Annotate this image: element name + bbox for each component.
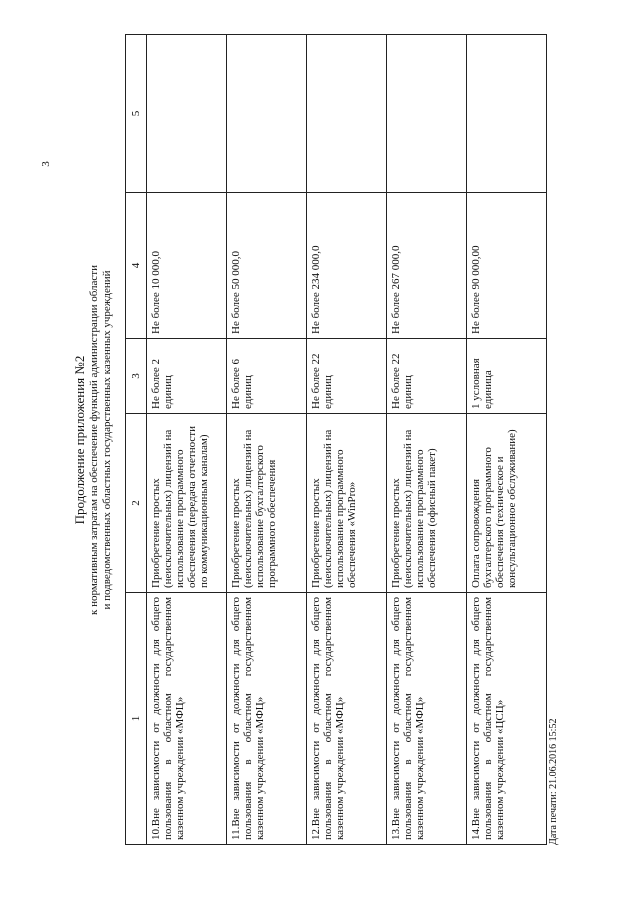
print-date: Дата печати: 21.06.2016 15:52 (548, 718, 559, 845)
table-row (387, 35, 467, 845)
table-row (147, 35, 227, 845)
item-cell: Приобретение простых (неисключительных) лицензий на использование программного обеспечения (передача отчетности по коммуникационным каналам) (147, 414, 227, 593)
cost-norms-table (125, 34, 547, 845)
position-cell: 14.Вне зависимости от должности для общего пользования в областном государственном казенном учреждении «ЦСЦ» (467, 593, 547, 845)
position-cell: 10.Вне зависимости от должности для общего пользования в областном государственном казенном учреждении «МФЦ» (147, 593, 227, 845)
position-cell: 11.Вне зависимости от должности для общего пользования в областном государственном казенном учреждении «МФЦ» (227, 593, 307, 845)
table-row (227, 35, 307, 845)
appendix-subtitle-line-1: к нормативным затратам на обеспечение функций администрации области (88, 265, 100, 615)
column-header: 1 (126, 593, 147, 845)
empty-cell (227, 35, 307, 193)
document-heading (72, 35, 114, 845)
appendix-subtitle-line-2: и подведомственных областных государственных казенных учреждений (101, 270, 113, 610)
empty-cell (387, 35, 467, 193)
rotated-page-content (72, 35, 559, 845)
item-cell: Приобретение простых (неисключительных) лицензий на использование программного обеспечения (офисный пакет) (387, 414, 467, 593)
column-header: 2 (126, 414, 147, 593)
position-cell: 12.Вне зависимости от должности для общего пользования в областном государственном казенном учреждении «МФЦ» (307, 593, 387, 845)
column-header: 5 (126, 35, 147, 193)
quantity-cell: 1 условная единица (467, 339, 547, 414)
table-row (307, 35, 387, 845)
empty-cell (307, 35, 387, 193)
price-cell: Не более 267 000,0 (387, 193, 467, 339)
quantity-cell: Не более 2 единиц (147, 339, 227, 414)
price-cell: Не более 10 000,0 (147, 193, 227, 339)
item-cell: Приобретение простых (неисключительных) лицензий на использование программного обеспечения «WinPro» (307, 414, 387, 593)
empty-cell (147, 35, 227, 193)
quantity-cell: Не более 6 единиц (227, 339, 307, 414)
quantity-cell: Не более 22 единиц (387, 339, 467, 414)
table-header-row (126, 35, 147, 845)
column-header: 4 (126, 193, 147, 339)
price-cell: Не более 90 000,00 (467, 193, 547, 339)
page-number: 3 (39, 161, 52, 167)
table-row (467, 35, 547, 845)
position-cell: 13.Вне зависимости от должности для общего пользования в областном государственном казенном учреждении «МФЦ» (387, 593, 467, 845)
column-header: 3 (126, 339, 147, 414)
empty-cell (467, 35, 547, 193)
item-cell: Оплата сопровождения бухгалтерского программного обеспечения (техническое и консультационное обслуживание) (467, 414, 547, 593)
price-cell: Не более 234 000,0 (307, 193, 387, 339)
price-cell: Не более 50 000,0 (227, 193, 307, 339)
quantity-cell: Не более 22 единиц (307, 339, 387, 414)
item-cell: Приобретение простых (неисключительных) лицензий на использование бухгалтерского программного обеспечения (227, 414, 307, 593)
appendix-title: Продолжение приложения №2 (72, 355, 87, 525)
